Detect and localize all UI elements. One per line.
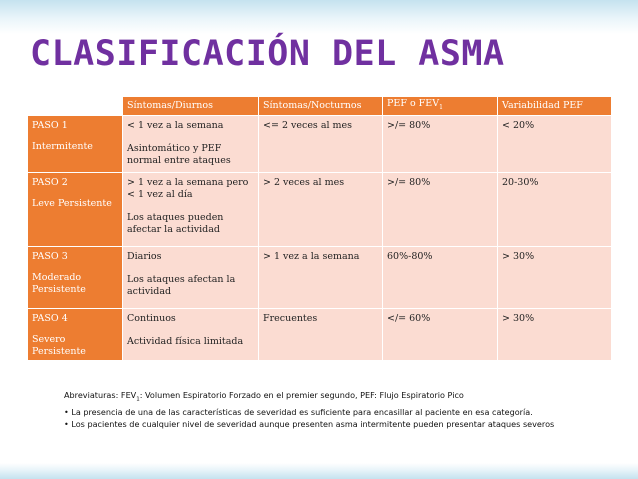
bullet-note-2: • Los pacientes de cualquier nivel de severidad aunque presenten asma intermitente pueden presentar ataques severos <box>64 418 555 429</box>
abbreviations-note <box>64 389 570 406</box>
diurnos-cell <box>123 308 259 360</box>
table-row <box>28 308 612 360</box>
step-cell <box>28 172 123 246</box>
step-name: Intermitente <box>32 140 93 152</box>
step-label: PASO 2 <box>32 176 68 188</box>
step-cell <box>28 308 123 360</box>
diurnos-extra: Los ataques pueden afectar la actividad <box>127 211 224 235</box>
diurnos-extra: Asintomático y PEF normal entre ataques <box>127 142 231 166</box>
header-pef-label: PEF o FEV <box>387 98 440 109</box>
diurnos-text: > 1 vez a la semana pero < 1 vez al día <box>127 176 249 200</box>
step-label: PASO 4 <box>32 312 68 324</box>
header-pef-sub: 1 <box>439 103 443 111</box>
diurnos-text: Continuos <box>127 312 176 324</box>
header-variabilidad: Variabilidad PEF <box>498 97 612 116</box>
step-name: Severo Persistente <box>32 333 86 357</box>
table-row <box>28 115 612 172</box>
nocturnos-cell: > 2 veces al mes <box>259 172 383 246</box>
variabilidad-cell: > 30% <box>498 308 612 360</box>
step-cell <box>28 115 123 172</box>
pef-cell: 60%-80% <box>383 246 498 308</box>
step-label: PASO 3 <box>32 250 68 262</box>
top-decorative-band <box>0 0 638 34</box>
pef-cell: </= 60% <box>383 308 498 360</box>
diurnos-extra: Actividad física limitada <box>127 335 244 347</box>
diurnos-text: Diarios <box>127 250 162 262</box>
abbr-sub: 1 <box>136 396 140 403</box>
nocturnos-cell: Frecuentes <box>259 308 383 360</box>
step-name: Leve Persistente <box>32 197 112 209</box>
abbr-suffix: : Volumen Espiratorio Forzado en el premier segundo, PEF: Flujo Espiratorio Pico <box>139 390 464 400</box>
bottom-decorative-band <box>0 463 638 479</box>
step-name: Moderado Persistente <box>32 271 86 295</box>
diurnos-cell <box>123 246 259 308</box>
step-label: PASO 1 <box>32 119 68 131</box>
nocturnos-cell: > 1 vez a la semana <box>259 246 383 308</box>
diurnos-text: < 1 vez a la semana <box>127 119 224 131</box>
step-cell <box>28 246 123 308</box>
diurnos-cell <box>123 115 259 172</box>
table-row <box>28 172 612 246</box>
abbr-prefix: Abreviaturas: FEV <box>64 390 137 400</box>
asthma-classification-table <box>27 96 612 361</box>
table-row <box>28 246 612 308</box>
diurnos-extra: Los ataques afectan la actividad <box>127 273 236 297</box>
variabilidad-cell: 20-30% <box>498 172 612 246</box>
nocturnos-cell: <= 2 veces al mes <box>259 115 383 172</box>
pef-cell: >/= 80% <box>383 172 498 246</box>
variabilidad-cell: > 30% <box>498 246 612 308</box>
footnotes <box>64 389 570 430</box>
header-blank <box>28 97 123 116</box>
header-nocturnos: Síntomas/Nocturnos <box>259 97 383 116</box>
table-header-row <box>28 97 612 116</box>
bullet-note-1: • La presencia de una de las características de severidad es suficiente para encasillar al paciente en esa categoría. <box>64 406 533 417</box>
header-diurnos: Síntomas/Diurnos <box>123 97 259 116</box>
diurnos-cell <box>123 172 259 246</box>
pef-cell: >/= 80% <box>383 115 498 172</box>
variabilidad-cell: < 20% <box>498 115 612 172</box>
slide-title: CLASIFICACIÓN DEL ASMA <box>30 34 505 74</box>
header-pef <box>383 97 498 116</box>
